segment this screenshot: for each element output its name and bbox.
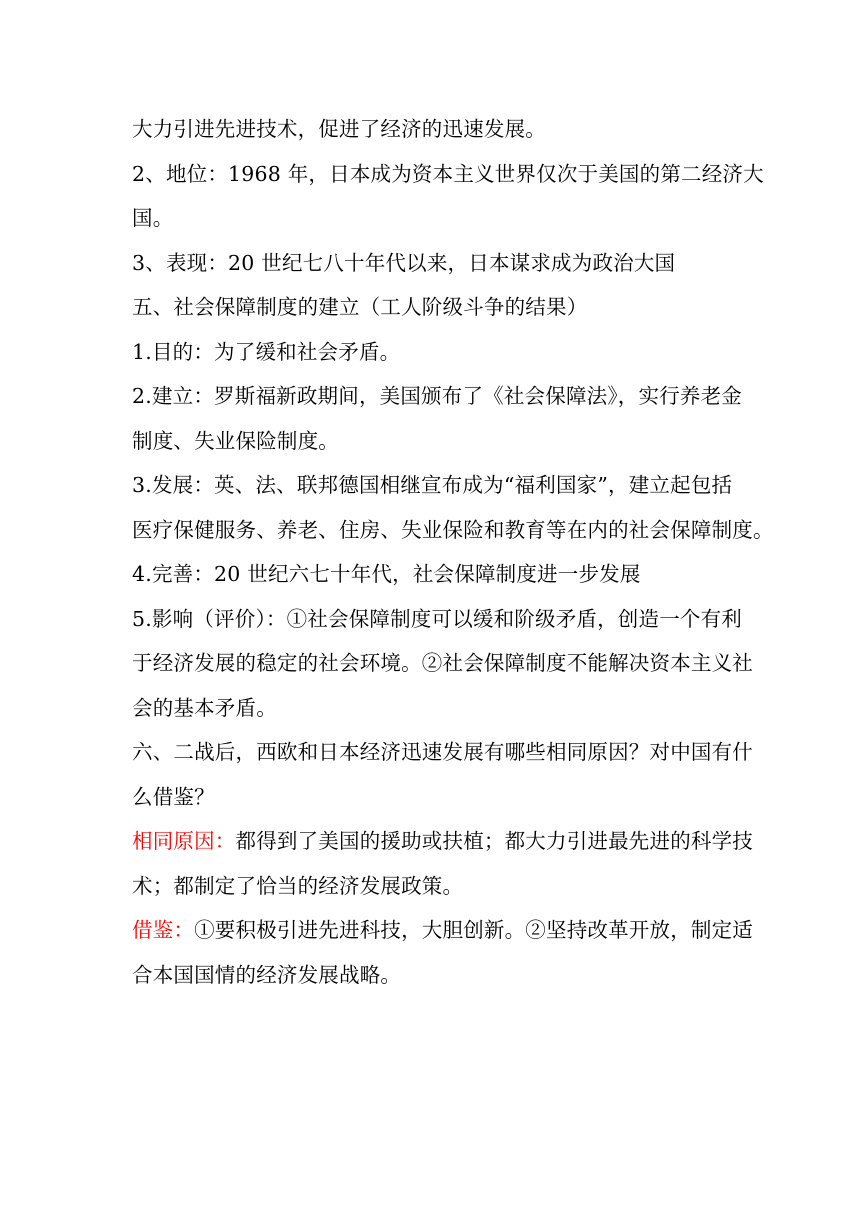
red-label: 相同原因： — [132, 829, 236, 853]
line-text: 5.影响（评价）：①社会保障制度可以缓和阶级矛盾，创造一个有利 — [132, 606, 743, 631]
line-text: 医疗保健服务、养老、住房、失业保险和教育等在内的社会保障制度。 — [132, 517, 774, 542]
text-line — [132, 819, 753, 864]
text-line — [132, 953, 732, 998]
text-line — [132, 196, 732, 241]
text-line — [132, 508, 774, 553]
text-line — [132, 152, 764, 197]
line-text: 3.发展：英、法、联邦德国相继宣布成为“福利国家”，建立起包括 — [132, 473, 733, 497]
text-line — [132, 864, 732, 909]
line-text: 国。 — [132, 206, 174, 230]
red-label: 借鉴： — [132, 918, 195, 942]
line-text: 合本国国情的经济发展战略。 — [132, 962, 402, 987]
line-text: 么借鉴？ — [132, 784, 215, 809]
section-heading — [132, 730, 753, 775]
text-line — [132, 552, 732, 597]
line-text: 4.完善：20 世纪六七十年代，社会保障制度进一步发展 — [132, 562, 641, 586]
text-line — [132, 107, 732, 152]
line-text: 六、二战后，西欧和日本经济迅速发展有哪些相同原因？对中国有什 — [132, 740, 753, 764]
line-text: 3、表现：20 世纪七八十年代以来，日本谋求成为政治大国 — [132, 250, 676, 275]
line-text: 会的基本矛盾。 — [132, 695, 277, 720]
line-text: 术；都制定了恰当的经济发展政策。 — [132, 873, 464, 898]
line-text: 五、社会保障制度的建立（工人阶级斗争的结果） — [132, 295, 588, 319]
line-text: 2、地位：1968 年，日本成为资本主义世界仅次于美国的第二经济大 — [132, 161, 764, 186]
text-line — [132, 775, 732, 820]
line-text: 大力引进先进技术，促进了经济的迅速发展。 — [132, 117, 546, 141]
document-body — [132, 107, 774, 997]
line-text: 2.建立：罗斯福新政期间，美国颁布了《社会保障法》，实行养老金 — [132, 384, 743, 408]
line-text: ①要积极引进先进科技，大胆创新。②坚持改革开放，制定适 — [194, 918, 754, 942]
text-line — [132, 908, 754, 953]
line-text: 都得到了美国的援助或扶植；都大力引进最先进的科学技 — [235, 829, 753, 853]
text-line — [132, 641, 753, 686]
text-line — [132, 686, 732, 731]
line-text: 1.目的：为了缓和社会矛盾。 — [132, 339, 401, 364]
text-line — [132, 597, 743, 642]
text-line — [132, 330, 732, 375]
section-heading — [132, 285, 732, 330]
text-line — [132, 463, 732, 508]
text-line — [132, 241, 732, 286]
line-text: 制度、失业保险制度。 — [132, 428, 339, 453]
text-line — [132, 419, 732, 464]
line-text: 于经济发展的稳定的社会环境。②社会保障制度不能解决资本主义社 — [132, 651, 753, 675]
text-line — [132, 374, 743, 419]
